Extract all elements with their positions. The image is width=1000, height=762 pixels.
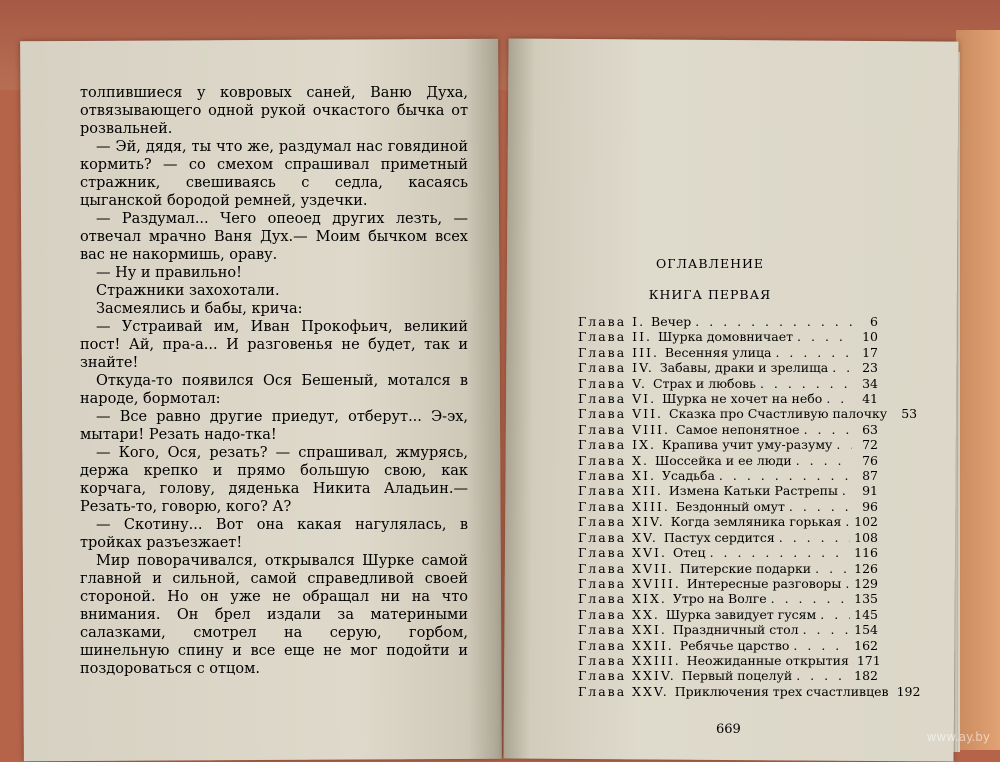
chapter-label: Глава IV. — [578, 360, 654, 376]
chapter-page: 182 — [854, 668, 878, 684]
leader-dots — [793, 638, 850, 653]
chapter-label: Глава IX. — [578, 437, 656, 453]
chapter-title: Ребячье царство — [679, 637, 790, 653]
chapter-label: Глава XVIII. — [578, 575, 681, 591]
chapter-page: 41 — [862, 391, 878, 407]
leader-dots — [826, 391, 852, 406]
paragraph: — Устраивай им, Иван Прокофьич, великий пост! Ай, пра-а... И разговенья не будет, так и знайте! — [80, 319, 468, 371]
toc-entry — [578, 638, 878, 653]
chapter-label: Глава XIX. — [578, 591, 667, 607]
chapter-page: 116 — [854, 545, 878, 561]
chapter-label: Глава XXI. — [578, 622, 667, 638]
chapter-title: Первый поцелуй — [681, 668, 793, 684]
toc-title: ОГЛАВЛЕНИЕ — [655, 256, 765, 271]
leader-dots — [815, 561, 850, 576]
toc-book-title: КНИГА ПЕРВАЯ — [648, 287, 772, 302]
toc-entry — [578, 453, 878, 468]
chapter-label: Глава V. — [578, 375, 647, 391]
chapter-label: Глава XXV. — [578, 683, 669, 699]
leader-dots — [797, 329, 852, 344]
chapter-page: 53 — [901, 406, 918, 422]
chapter-page: 10 — [862, 329, 878, 345]
chapter-title: Сказка про Счастливую палочку — [669, 406, 888, 422]
leader-dots — [719, 468, 852, 483]
chapter-page: 34 — [862, 375, 878, 391]
chapter-label: Глава XXIV. — [578, 668, 676, 684]
chapter-label: Глава XII. — [578, 483, 663, 499]
leader-dots — [820, 607, 850, 622]
paragraph: — Кого, Ося, резать? — спрашивал, жмурясь, держа крепко и прямо большую свою, как корчага, голову, дяденька Никита Аладьин.— Резать-то, говорю, кого? А? — [80, 445, 468, 515]
paragraph: — Раздумал... Чего опеоед других лезть, — отвечал мрачно Ваня Дух.— Моим бычком всех вас не накормишь, ораву. — [80, 211, 468, 263]
paragraph: — Все равно другие приедут, отберут... Э-эх, мытари! Резать надо-тка! — [80, 409, 468, 443]
leader-dots — [710, 545, 851, 560]
chapter-label: Глава XVII. — [578, 560, 674, 576]
chapter-title: Отец — [672, 545, 706, 561]
watermark: www.ay.by — [926, 730, 990, 744]
chapter-label: Глава XIII. — [578, 498, 670, 514]
chapter-title: Интересные разговоры — [686, 575, 842, 591]
toc-entry — [578, 360, 878, 375]
chapter-label: Глава XXII. — [578, 637, 674, 653]
leader-dots — [842, 483, 852, 498]
chapter-label: Глава XX. — [578, 606, 660, 622]
chapter-page: 96 — [862, 498, 878, 514]
paragraph: Засмеялись и бабы, крича: — [96, 301, 303, 317]
toc-entry — [578, 561, 878, 576]
chapter-label: Глава I. — [578, 314, 646, 329]
page-number: 669 — [716, 722, 741, 737]
toc-entry — [578, 652, 881, 668]
left-page-text — [80, 84, 468, 678]
chapter-label: Глава XVI. — [578, 545, 667, 561]
leader-dots — [779, 530, 850, 545]
leader-dots — [796, 453, 852, 468]
leader-dots — [804, 422, 852, 437]
chapter-page: 129 — [854, 575, 878, 591]
leader-dots — [832, 360, 852, 375]
chapter-page: 87 — [862, 468, 878, 484]
chapter-label: Глава II. — [578, 329, 652, 345]
chapter-title: Неожиданные открытия — [686, 652, 849, 668]
leader-dots — [796, 668, 850, 683]
chapter-label: Глава VI. — [578, 391, 657, 407]
chapter-page: 135 — [854, 591, 878, 607]
chapter-label: Глава XIV. — [578, 514, 665, 530]
chapter-title: Усадьба — [661, 468, 715, 484]
chapter-title: Страх и любовь — [652, 375, 756, 391]
chapter-title: Шурка домовничает — [657, 329, 794, 345]
toc-entry — [578, 622, 878, 637]
toc-entry — [578, 499, 878, 514]
toc-entry — [578, 514, 878, 529]
chapter-title: Крапива учит уму-разуму — [661, 437, 833, 453]
chapter-title: Шоссейка и ее люди — [655, 452, 792, 468]
paragraph: толпившиеся у ковровых саней, Ваню Духа, отвязывающего одной рукой очкастого бычка от розвальней. — [80, 85, 468, 137]
paragraph: — Эй, дядя, ты что же, раздумал нас говядиной кормить? — со смехом спрашивал приметный стражник, свешиваясь с седла, касаясь цыганской бородой ремней, уздечки. — [80, 139, 468, 209]
chapter-title: Самое непонятное — [675, 421, 800, 437]
toc-entry — [578, 345, 878, 360]
chapter-label: Глава VII. — [578, 406, 664, 422]
leader-dots — [789, 499, 852, 514]
chapter-label: Глава XXIII. — [578, 652, 681, 668]
toc-entry — [578, 468, 878, 483]
chapter-title: Вечер — [651, 314, 692, 329]
book-cover-edge — [956, 30, 1000, 750]
chapter-page: 145 — [854, 606, 878, 622]
chapter-title: Шурка завидует гусям — [665, 606, 817, 622]
toc-entry — [578, 329, 878, 344]
leader-dots — [771, 591, 850, 606]
chapter-label: Глава XV. — [578, 529, 658, 545]
leader-dots — [695, 314, 852, 329]
toc-entry — [578, 576, 878, 591]
chapter-page: 72 — [862, 437, 878, 453]
chapter-page: 17 — [862, 344, 878, 360]
toc-entry — [578, 683, 921, 699]
chapter-page: 108 — [854, 529, 878, 545]
chapter-title: Приключения трех счастливцев — [674, 683, 889, 699]
chapter-title: Пастух сердится — [663, 529, 775, 545]
chapter-label: Глава VIII. — [578, 421, 670, 437]
leader-dots — [845, 514, 850, 529]
toc-entry — [578, 668, 878, 683]
chapter-title: Весенняя улица — [664, 344, 772, 360]
leader-dots — [845, 576, 850, 591]
leader-dots — [836, 437, 852, 452]
chapter-page: 23 — [862, 360, 878, 376]
chapter-page: 162 — [854, 637, 878, 653]
chapter-page: 102 — [854, 514, 878, 530]
toc-entry — [578, 422, 878, 437]
chapter-label: Глава III. — [578, 344, 659, 360]
chapter-title: Измена Катьки Растрепы — [668, 483, 838, 499]
toc-entry — [578, 391, 878, 406]
chapter-page: 126 — [854, 560, 878, 576]
leader-dots — [760, 376, 852, 391]
chapter-title: Праздничный стол — [672, 622, 799, 638]
toc-entry — [578, 483, 878, 498]
toc-entry — [578, 607, 878, 622]
chapter-label: Глава X. — [578, 452, 650, 468]
toc-entry — [578, 376, 878, 391]
chapter-page: 154 — [854, 622, 878, 638]
chapter-page: 63 — [862, 421, 878, 437]
paragraph: — Скотину... Вот она какая нагулялась, в тройках разъезжает! — [80, 517, 468, 551]
toc-entry — [578, 545, 878, 560]
chapter-title: Утро на Волге — [672, 591, 767, 607]
chapter-title: Забавы, драки и зрелища — [659, 360, 829, 376]
leader-dots — [803, 622, 851, 637]
paragraph: Стражники захохотали. — [96, 283, 280, 299]
chapter-page: 171 — [856, 652, 881, 668]
toc-entry — [578, 406, 918, 422]
chapter-page: 91 — [862, 483, 878, 499]
toc-entry — [578, 591, 878, 606]
toc-entry — [578, 437, 878, 452]
chapter-page: 76 — [862, 452, 878, 468]
chapter-page: 192 — [896, 683, 921, 699]
leader-dots — [775, 345, 852, 360]
table-of-contents — [578, 314, 921, 699]
chapter-page: 6 — [870, 314, 878, 329]
chapter-title: Бездонный омут — [675, 498, 785, 514]
paragraph: Мир поворачивался, открывался Шурке самой главной и сильной, самой справедливой своей стороной. Но он уже не обращал ни на что внимания. Он брел издали за материными салазками, смотрел на серую, горбом, шинельную спину и все еще не мог подойти и поздороваться с отцом. — [80, 553, 468, 677]
paragraph: — Ну и правильно! — [96, 265, 242, 281]
paragraph: Откуда-то появился Ося Бешеный, мотался в народе, бормотал: — [80, 373, 468, 407]
chapter-title: Питерские подарки — [679, 560, 812, 576]
chapter-title: Шурка не хочет на небо — [662, 391, 823, 407]
chapter-title: Когда земляника горькая — [670, 514, 842, 530]
toc-entry — [578, 314, 878, 329]
toc-entry — [578, 530, 878, 545]
chapter-label: Глава XI. — [578, 468, 656, 484]
